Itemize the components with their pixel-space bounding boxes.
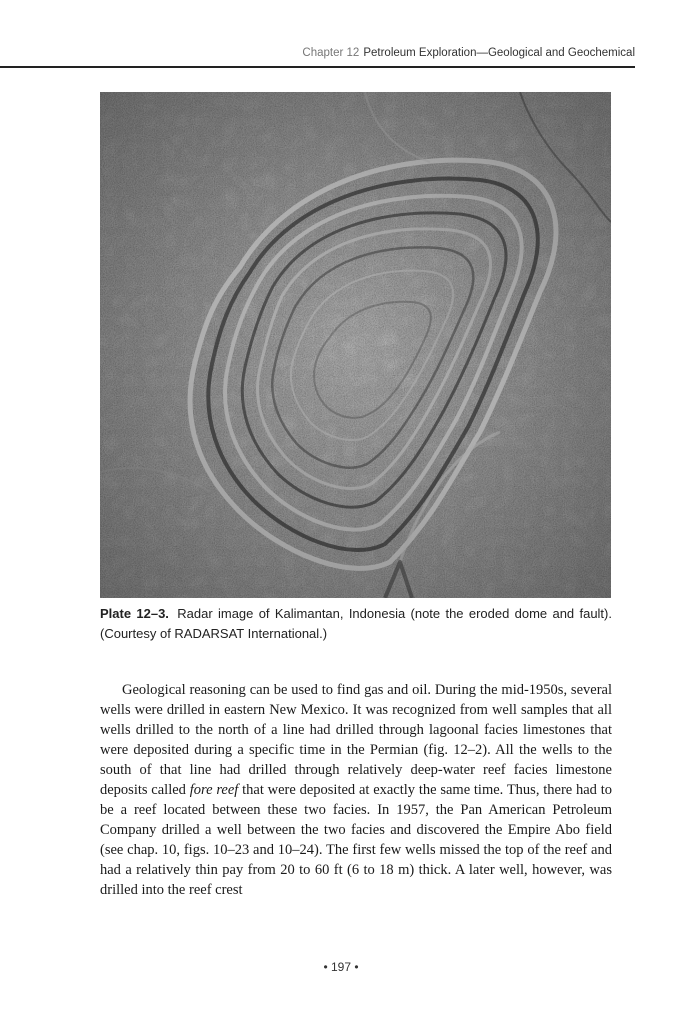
caption-label: Plate 12–3. <box>100 606 169 621</box>
radar-image-eroded-dome <box>100 92 611 598</box>
body-emphasis: fore reef <box>189 782 239 798</box>
body-text <box>100 680 612 900</box>
running-header <box>0 44 635 68</box>
body-text-part2: that were deposited at exactly the same time. Thus, there had to be a reef located between these two facies. In 1957, the Pan American Petroleum Company drilled a well between the two facies and discovered the Empire Abo field (see chap. 10, figs. 10–23 and 10–24). The first few wells missed the top of the reef and had a relatively thin pay from 20 to 60 ft (6 to 18 m) thick. A later well, however, was drilled into the reef crest <box>100 782 612 898</box>
caption-text: Radar image of Kalimantan, Indonesia (note the eroded dome and fault). (Courtesy of RADARSAT International.) <box>100 606 612 641</box>
radar-image-figure <box>100 92 611 598</box>
body-paragraph <box>100 680 612 900</box>
chapter-label: Chapter 12 <box>302 47 360 59</box>
page-number: • 197 • <box>323 960 359 974</box>
header-text <box>302 47 635 59</box>
figure-caption <box>100 604 612 644</box>
chapter-title: Petroleum Exploration—Geological and Geochemical <box>363 47 635 59</box>
body-text-part1: Geological reasoning can be used to find gas and oil. During the mid-1950s, several wells were drilled in eastern New Mexico. It was recognized from well samples that all wells drilled to the north of a line had drilled through lagoonal facies limestones that were deposited during a specific time in the Permian (fig. 12–2). All the wells to the south of that line had drilled through relatively deep-water reef facies limestone deposits called <box>100 682 612 798</box>
